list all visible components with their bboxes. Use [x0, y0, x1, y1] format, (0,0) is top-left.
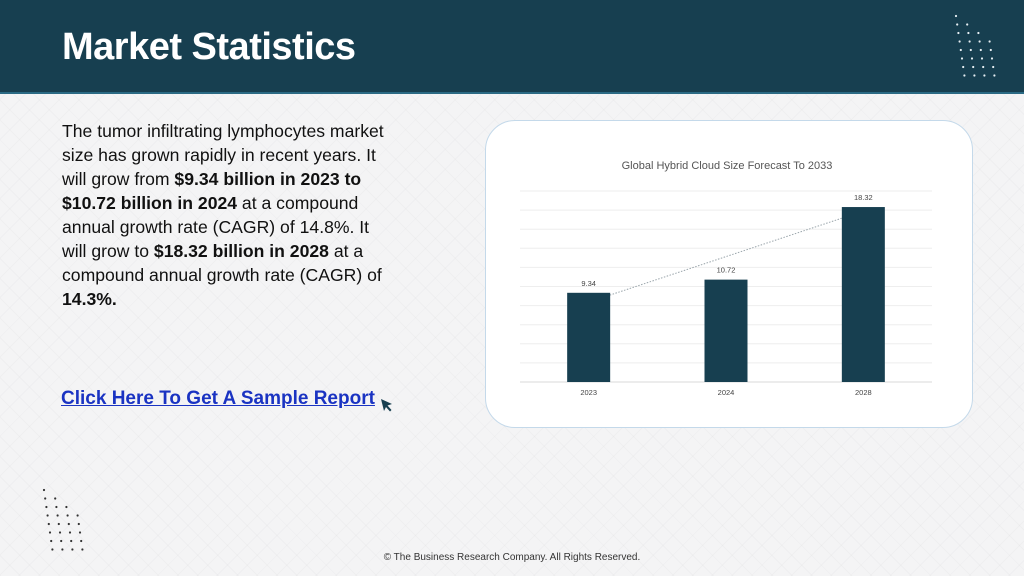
decorative-dot: [44, 497, 46, 499]
summary-highlight-3: 14.3%.: [62, 289, 117, 309]
decorative-dots-top: [952, 12, 996, 82]
decorative-dot: [989, 40, 991, 42]
decorative-dot: [77, 514, 79, 516]
decorative-dot: [54, 497, 56, 499]
sample-report-link[interactable]: Click Here To Get A Sample Report: [61, 388, 375, 409]
chart-data-labels: [581, 193, 872, 288]
bar-chart: [486, 121, 974, 429]
decorative-dot: [49, 531, 51, 533]
decorative-dot: [57, 514, 59, 516]
decorative-dot: [58, 523, 60, 525]
decorative-dot: [70, 540, 72, 542]
market-summary: [62, 119, 392, 311]
decorative-dot: [60, 540, 62, 542]
decorative-dot: [960, 49, 962, 51]
decorative-dot: [963, 74, 965, 76]
decorative-dot: [955, 15, 957, 17]
chart-x-tick-labels: [580, 388, 871, 397]
decorative-dot: [55, 506, 57, 508]
chart-data-label: 9.34: [581, 278, 596, 288]
decorative-dot: [992, 66, 994, 68]
decorative-dot: [48, 523, 50, 525]
decorative-dot: [980, 49, 982, 51]
decorative-dot: [61, 548, 63, 550]
chart-data-label: 18.32: [853, 193, 873, 203]
chart-data-label: 10.72: [716, 265, 736, 275]
decorative-dot: [961, 57, 963, 59]
decorative-dot: [962, 66, 964, 68]
decorative-dot: [979, 40, 981, 42]
decorative-dot: [59, 531, 61, 533]
chart-card: [485, 120, 973, 428]
decorative-dot: [71, 548, 73, 550]
header-bar: [0, 0, 1024, 94]
summary-highlight-1: $9.34 billion in 2023 to $10.72 billion in 2024: [62, 169, 362, 213]
decorative-dot: [50, 540, 52, 542]
decorative-dot: [51, 548, 53, 550]
decorative-dot: [991, 57, 993, 59]
decorative-dot: [45, 506, 47, 508]
decorative-dot: [78, 523, 80, 525]
page-title: Market Statistics: [62, 26, 356, 68]
chart-x-tick-label: 2023: [580, 388, 598, 397]
chart-x-tick-label: 2028: [854, 388, 872, 397]
decorative-dot: [983, 74, 985, 76]
decorative-dot: [977, 32, 979, 34]
decorative-dot: [971, 57, 973, 59]
decorative-dot: [67, 514, 69, 516]
chart-bar: [842, 207, 885, 382]
decorative-dot: [68, 523, 70, 525]
decorative-dot: [973, 74, 975, 76]
chart-bar: [567, 293, 610, 382]
decorative-dot: [966, 23, 968, 25]
decorative-dot: [981, 57, 983, 59]
decorative-dot: [69, 531, 71, 533]
summary-text-3: at a compound annual growth rate (CAGR) of: [62, 241, 382, 285]
chart-bar: [705, 280, 748, 382]
decorative-dot: [990, 49, 992, 51]
chart-title: Global Hybrid Cloud Size Forecast To 2033: [621, 160, 833, 172]
summary-text-1: The tumor infiltrating lymphocytes market size has grown rapidly in recent years. It will grow from: [62, 121, 384, 189]
cursor-arrow-icon: [379, 397, 395, 418]
decorative-dot: [972, 66, 974, 68]
decorative-dot: [956, 23, 958, 25]
decorative-dot: [993, 74, 995, 76]
decorative-dot: [80, 540, 82, 542]
decorative-dot: [969, 40, 971, 42]
decorative-dot: [967, 32, 969, 34]
decorative-dot: [982, 66, 984, 68]
decorative-dot: [47, 514, 49, 516]
copyright-footer: © The Business Research Company. All Rights Reserved.: [383, 552, 641, 563]
summary-text-2: at a compound annual growth rate (CAGR) of 14.8%. It will grow to: [62, 193, 370, 261]
decorative-dots-bottom: [40, 486, 84, 556]
decorative-dot: [970, 49, 972, 51]
decorative-dot: [43, 489, 45, 491]
decorative-dot: [81, 548, 83, 550]
decorative-dot: [79, 531, 81, 533]
decorative-dot: [957, 32, 959, 34]
chart-bars: [567, 207, 885, 382]
decorative-dot: [959, 40, 961, 42]
summary-highlight-2: $18.32 billion in 2028: [153, 241, 329, 261]
decorative-dot: [65, 506, 67, 508]
chart-x-tick-label: 2024: [717, 388, 735, 397]
